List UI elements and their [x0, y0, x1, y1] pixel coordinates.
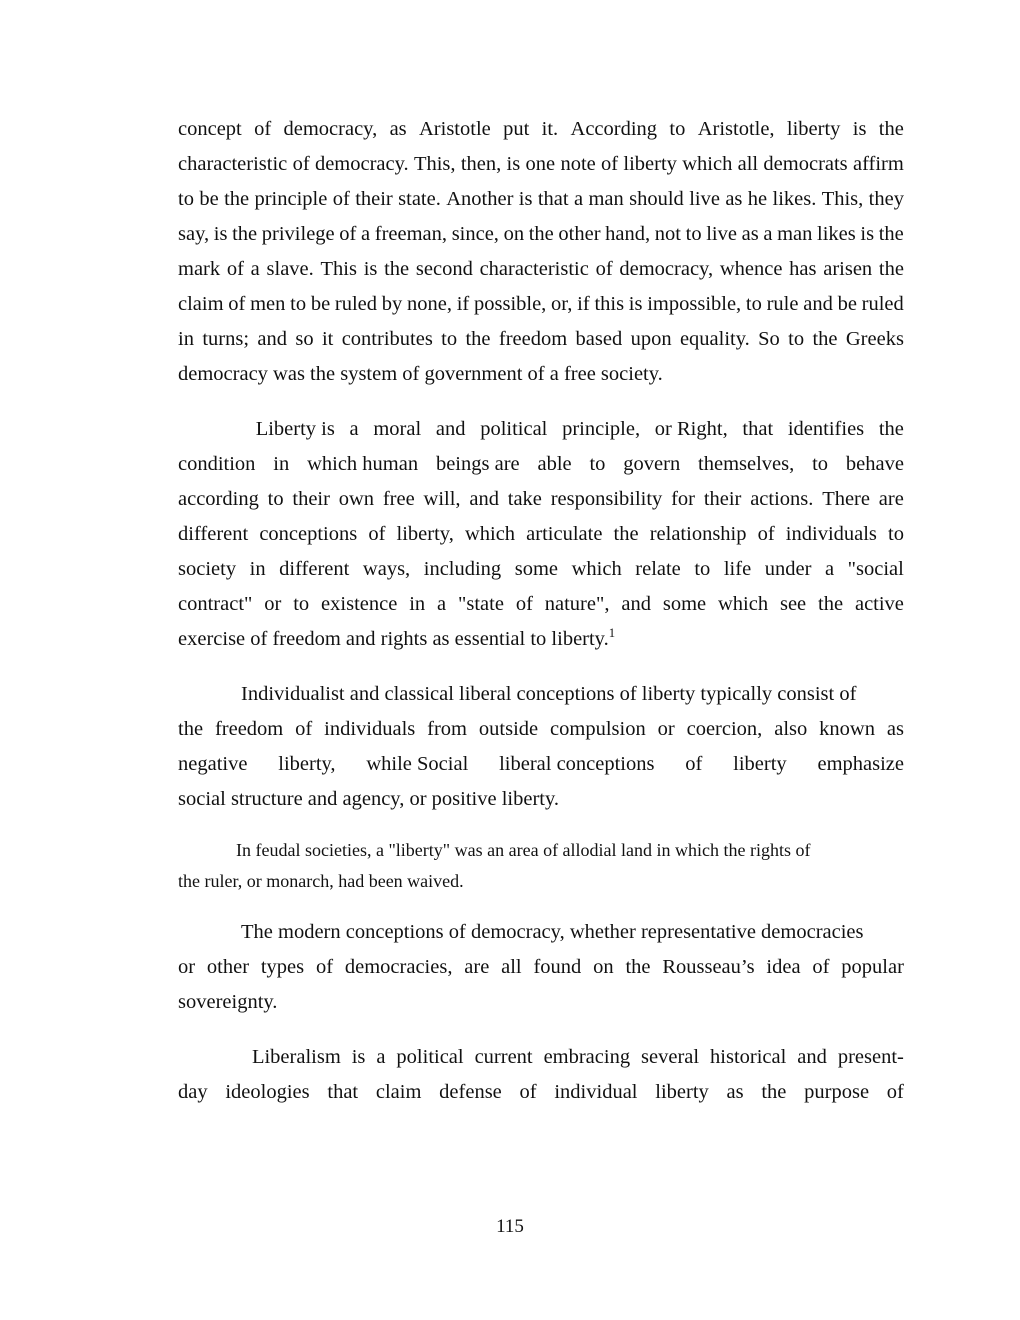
- word: put: [503, 118, 530, 140]
- word: that: [742, 418, 774, 440]
- word: liberty: [655, 1081, 709, 1103]
- word: state.: [398, 188, 441, 210]
- word: it: [321, 328, 334, 350]
- text-line: [178, 985, 904, 1020]
- word: from: [427, 718, 468, 740]
- text-line: [178, 482, 904, 517]
- word: a: [349, 418, 359, 440]
- word: this: [594, 293, 625, 315]
- paragraph: [178, 677, 904, 817]
- word: men: [250, 293, 286, 315]
- word: active: [854, 593, 904, 615]
- text-line: [178, 782, 904, 817]
- word: moral: [373, 418, 422, 440]
- word: so: [295, 328, 314, 350]
- word: Liberalism: [251, 1046, 341, 1068]
- text-line: [178, 147, 904, 182]
- word: be: [310, 293, 331, 315]
- word: of: [339, 223, 357, 245]
- paragraph-indent: [178, 1040, 241, 1075]
- word: possible,: [473, 293, 547, 315]
- word: characteristic: [479, 258, 589, 280]
- word: to: [589, 453, 606, 475]
- word: ruled: [861, 293, 904, 315]
- word: will,: [423, 488, 461, 510]
- line-text: In feudal societies, a "liberty" was an area of allodial land in which the rights of: [236, 840, 811, 860]
- paragraph: [178, 915, 904, 1020]
- text-line: [178, 112, 904, 147]
- text-line: [178, 412, 904, 447]
- word: govern: [623, 453, 681, 475]
- word: as: [725, 188, 743, 210]
- word: of: [368, 523, 386, 545]
- footnote-reference-marker[interactable]: 1: [608, 626, 616, 641]
- word: political: [396, 1046, 464, 1068]
- word: liberty: [786, 118, 841, 140]
- word: liberal conceptions: [499, 753, 655, 775]
- word: the: [465, 328, 491, 350]
- word: outside: [478, 718, 539, 740]
- word: historical: [710, 1046, 787, 1068]
- word: actions.: [750, 488, 814, 510]
- word: that: [327, 1081, 359, 1103]
- word: they: [868, 188, 904, 210]
- word: note: [560, 153, 596, 175]
- word: to: [669, 118, 686, 140]
- text-line: [178, 552, 904, 587]
- word: and: [257, 328, 287, 350]
- word: to: [293, 593, 310, 615]
- word: liberty,: [278, 753, 336, 775]
- word: the: [528, 223, 554, 245]
- line-text: The modern conceptions of democracy, whether representative democracies: [241, 921, 864, 943]
- word: freedom: [214, 718, 284, 740]
- word: or: [178, 956, 196, 978]
- word: embracing: [543, 1046, 631, 1068]
- body-text-column: [178, 112, 904, 1110]
- word: of: [228, 293, 246, 315]
- word: to: [441, 328, 458, 350]
- word: impossible,: [647, 293, 742, 315]
- paragraph: [178, 835, 904, 897]
- word: of: [332, 188, 350, 210]
- word: in: [178, 328, 194, 350]
- word: on: [593, 956, 614, 978]
- word: a: [361, 223, 371, 245]
- word: liberty: [733, 753, 787, 775]
- word: found: [533, 956, 582, 978]
- word: that: [537, 188, 569, 210]
- word: or Right,: [654, 418, 728, 440]
- word: democracy,: [619, 258, 714, 280]
- word: day: [178, 1081, 208, 1103]
- word: other: [206, 956, 250, 978]
- word: This: [320, 258, 357, 280]
- word: to: [812, 453, 829, 475]
- text-line: [178, 712, 904, 747]
- word: in: [249, 558, 266, 580]
- word: under: [764, 558, 812, 580]
- word: responsibility: [550, 488, 663, 510]
- line-text: sovereignty.: [178, 991, 278, 1013]
- word: articulate: [526, 523, 603, 545]
- text-line: [178, 835, 904, 866]
- paragraph-gap: [178, 392, 904, 412]
- word: So: [758, 328, 780, 350]
- word: are: [464, 956, 490, 978]
- word: democracies,: [344, 956, 453, 978]
- word: which: [682, 153, 733, 175]
- word: is: [852, 118, 867, 140]
- word: emphasize: [817, 753, 904, 775]
- word: Aristotle,: [697, 118, 775, 140]
- word: political: [480, 418, 548, 440]
- word: principle: [254, 188, 328, 210]
- text-line: [178, 677, 904, 712]
- text-line: [178, 322, 904, 357]
- word: slave.: [266, 258, 314, 280]
- word: man: [588, 188, 624, 210]
- word: if: [456, 293, 470, 315]
- word: freeman,: [374, 223, 448, 245]
- word: democrats: [763, 153, 848, 175]
- word: be: [199, 188, 219, 210]
- word: There: [822, 488, 870, 510]
- word: relate: [635, 558, 681, 580]
- word: is: [351, 1046, 366, 1068]
- word: of: [292, 153, 310, 175]
- word: one: [525, 153, 556, 175]
- line-text: the ruler, or monarch, had been waived.: [178, 871, 464, 891]
- word: of: [685, 753, 703, 775]
- word: other: [558, 223, 601, 245]
- word: This,: [821, 188, 864, 210]
- word: identifies: [787, 418, 865, 440]
- word: their: [355, 188, 393, 210]
- word: the: [761, 1081, 787, 1103]
- word: as: [726, 1081, 744, 1103]
- word: present-: [837, 1046, 904, 1068]
- word: the: [613, 523, 639, 545]
- word: to: [685, 223, 702, 245]
- word: and: [803, 293, 833, 315]
- text-line: [178, 950, 904, 985]
- word: including: [423, 558, 502, 580]
- word: by: [381, 293, 403, 315]
- word: based: [575, 328, 623, 350]
- word: Another: [446, 188, 514, 210]
- word: claim: [178, 293, 224, 315]
- word: types: [260, 956, 305, 978]
- word: to: [888, 523, 904, 545]
- word: coercion,: [686, 718, 763, 740]
- word: in: [273, 453, 290, 475]
- word: privilege: [261, 223, 335, 245]
- word: current: [474, 1046, 533, 1068]
- paragraph: [178, 1040, 904, 1110]
- word: their: [703, 488, 742, 510]
- word: purpose: [804, 1081, 870, 1103]
- word: a: [573, 188, 584, 210]
- word: different: [279, 558, 350, 580]
- word: and: [435, 418, 466, 440]
- word: Rousseau’s: [662, 956, 755, 978]
- text-line: [178, 747, 904, 782]
- word: rule: [766, 293, 799, 315]
- word: of: [886, 1081, 904, 1103]
- word: has: [789, 258, 817, 280]
- word: characteristic: [178, 153, 288, 175]
- word: if: [577, 293, 590, 315]
- word: the: [812, 328, 838, 350]
- word: he: [747, 188, 768, 210]
- word: then,: [460, 153, 502, 175]
- word: to: [788, 328, 805, 350]
- word: condition: [178, 453, 256, 475]
- word: claim: [375, 1081, 422, 1103]
- word: life: [723, 558, 752, 580]
- word: own: [338, 488, 375, 510]
- word: according: [178, 488, 259, 510]
- word: conceptions: [259, 523, 358, 545]
- paragraph: [178, 112, 904, 392]
- text-line: [178, 252, 904, 287]
- word: say,: [178, 223, 210, 245]
- word: concept: [178, 118, 242, 140]
- word: liberty: [623, 153, 677, 175]
- word: beings are: [435, 453, 520, 475]
- word: to: [745, 293, 762, 315]
- text-line: [178, 357, 904, 392]
- word: Liberty is: [255, 418, 335, 440]
- paragraph-indent: [178, 412, 241, 447]
- word: According: [570, 118, 658, 140]
- word: known: [819, 718, 875, 740]
- word: of: [254, 118, 272, 140]
- word: is: [860, 223, 875, 245]
- word: likes.: [772, 188, 817, 210]
- page-number: 115: [496, 1216, 524, 1237]
- word: existence: [321, 593, 398, 615]
- word: relationship: [649, 523, 747, 545]
- word: all: [501, 956, 522, 978]
- word: on: [503, 223, 525, 245]
- word: themselves,: [698, 453, 795, 475]
- word: a: [376, 1046, 386, 1068]
- word: This,: [413, 153, 456, 175]
- word: of: [601, 153, 619, 175]
- text-line: [178, 587, 904, 622]
- word: different: [178, 523, 249, 545]
- word: idea: [766, 956, 801, 978]
- word: to: [290, 293, 307, 315]
- paragraph-gap: [178, 1020, 904, 1040]
- word: to: [267, 488, 284, 510]
- word: be: [837, 293, 857, 315]
- word: hand,: [605, 223, 651, 245]
- word: freedom: [498, 328, 568, 350]
- word: their: [292, 488, 330, 510]
- word: see: [779, 593, 807, 615]
- word: of: [226, 258, 244, 280]
- text-line: [178, 217, 904, 252]
- word: also: [774, 718, 808, 740]
- word: the: [878, 223, 904, 245]
- word: principle,: [562, 418, 641, 440]
- line-text: social structure and agency, or positive liberty.: [178, 788, 560, 810]
- word: several: [641, 1046, 700, 1068]
- word: popular: [841, 956, 904, 978]
- word: as: [389, 118, 407, 140]
- word: the: [178, 718, 204, 740]
- word: to: [694, 558, 711, 580]
- text-line: [178, 1075, 904, 1110]
- text-line: [178, 1040, 904, 1075]
- line-text: democracy was the system of government of a free society.: [178, 363, 663, 385]
- paragraph-gap: [178, 657, 904, 677]
- text-line: [178, 622, 904, 657]
- word: and: [797, 1046, 827, 1068]
- text-line: [178, 866, 904, 897]
- word: and: [621, 593, 651, 615]
- word: the: [818, 593, 844, 615]
- word: the: [232, 223, 258, 245]
- paragraph: [178, 412, 904, 657]
- word: mark: [178, 258, 221, 280]
- word: "social: [847, 558, 904, 580]
- word: it.: [541, 118, 559, 140]
- word: behave: [845, 453, 904, 475]
- word: of: [595, 258, 613, 280]
- word: nature",: [544, 593, 610, 615]
- word: a: [250, 258, 260, 280]
- word: is: [506, 153, 521, 175]
- text-line: [178, 287, 904, 322]
- word: are: [878, 488, 904, 510]
- word: as: [886, 718, 904, 740]
- word: likes: [817, 223, 856, 245]
- word: ruled: [334, 293, 378, 315]
- word: contributes: [341, 328, 433, 350]
- word: none,: [407, 293, 452, 315]
- text-line: [178, 182, 904, 217]
- word: of: [519, 1081, 537, 1103]
- word: and: [469, 488, 499, 510]
- word: is: [363, 258, 378, 280]
- word: live: [689, 188, 720, 210]
- word: contract": [178, 593, 253, 615]
- word: in: [409, 593, 426, 615]
- word: the: [878, 258, 904, 280]
- word: since,: [451, 223, 499, 245]
- word: Aristotle: [419, 118, 491, 140]
- word: defense: [439, 1081, 502, 1103]
- paragraph-gap: [178, 817, 904, 835]
- word: live: [706, 223, 737, 245]
- word: democracy.: [314, 153, 409, 175]
- word: individual: [554, 1081, 638, 1103]
- word: of: [812, 956, 830, 978]
- word: free: [382, 488, 415, 510]
- word: individuals: [324, 718, 416, 740]
- text-line: [178, 517, 904, 552]
- word: which: [718, 593, 769, 615]
- word: as: [741, 223, 759, 245]
- word: the: [878, 118, 904, 140]
- word: the: [878, 418, 904, 440]
- word: of: [295, 718, 313, 740]
- word: ways,: [362, 558, 411, 580]
- word: "state: [458, 593, 504, 615]
- word: of: [515, 593, 533, 615]
- word: a: [437, 593, 447, 615]
- word: while Social: [366, 753, 469, 775]
- line-text: exercise of freedom and rights as essential to liberty.: [178, 628, 609, 650]
- word: upon: [630, 328, 672, 350]
- word: a: [763, 223, 773, 245]
- word: is: [518, 188, 533, 210]
- word: able: [537, 453, 572, 475]
- paragraph-gap: [178, 897, 904, 915]
- word: man: [777, 223, 813, 245]
- line-text: Individualist and classical liberal conceptions of liberty typically consist of: [241, 683, 857, 705]
- word: of: [315, 956, 334, 978]
- word: the: [224, 188, 250, 210]
- word: democracy,: [283, 118, 378, 140]
- word: to: [178, 188, 194, 210]
- word: or: [264, 593, 282, 615]
- word: society: [178, 558, 237, 580]
- word: for: [671, 488, 696, 510]
- word: arisen: [823, 258, 873, 280]
- word: liberty,: [396, 523, 454, 545]
- word: second: [415, 258, 473, 280]
- word: negative: [178, 753, 248, 775]
- text-line: [178, 447, 904, 482]
- word: turns;: [202, 328, 250, 350]
- word: which human: [307, 453, 419, 475]
- word: is: [213, 223, 228, 245]
- word: some: [662, 593, 707, 615]
- word: individuals: [785, 523, 877, 545]
- word: equality.: [679, 328, 750, 350]
- word: Greeks: [845, 328, 904, 350]
- word: affirm: [852, 153, 904, 175]
- text-line: [178, 915, 904, 950]
- word: not: [654, 223, 681, 245]
- word: take: [507, 488, 542, 510]
- word: the: [384, 258, 410, 280]
- word: whence: [719, 258, 783, 280]
- word: ideologies: [225, 1081, 310, 1103]
- word: which: [464, 523, 516, 545]
- word: should: [629, 188, 684, 210]
- word: a: [825, 558, 835, 580]
- word: all: [737, 153, 759, 175]
- word: some: [514, 558, 559, 580]
- word: or,: [551, 293, 573, 315]
- word: which: [571, 558, 622, 580]
- word: compulsion: [550, 718, 646, 740]
- word: the: [625, 956, 651, 978]
- word: is: [628, 293, 643, 315]
- word: of: [757, 523, 775, 545]
- word: or: [657, 718, 675, 740]
